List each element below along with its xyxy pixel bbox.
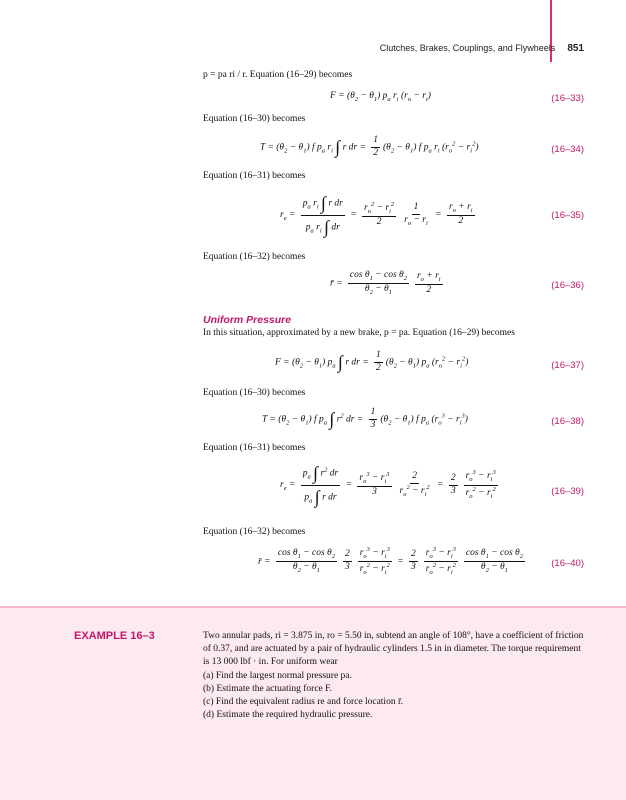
eq-number-16-40: (16–40)	[551, 558, 584, 569]
eq-number-16-37: (16–37)	[551, 360, 584, 371]
para-1: p = pa ri / r. Equation (16–29) becomes	[203, 70, 353, 80]
equation-16-37: $F = (\theta_2 - \theta_1)$ $p_a$ ∫ r dr = $\frac{1}{2}$ $(\theta_2 - \theta_1)$ $p_a$ $(r_o^2 - r_i^2)$	[275, 350, 469, 373]
eq-number-16-39: (16–39)	[551, 486, 584, 497]
example-item-c: (c) Find the equivalent radius re and force location r̄.	[203, 697, 403, 708]
equation-16-38: $T = (\theta_2 - \theta_1)$ f $p_a$ ∫ $r^2$ dr = $\frac{1}{3}$ $(\theta_2 - \theta_1)$ f $p_a$ $(r_o^3 - r_i^3)$	[262, 407, 468, 430]
para-3: Equation (16–31) becomes	[203, 171, 306, 181]
equation-16-36: r̄ = $\frac{\cos \theta_1 - \cos \theta_2}{\theta_2 - \theta_1}$ $\frac{r_o + r_i}{2}$	[330, 270, 441, 296]
section-heading: Uniform Pressure	[203, 314, 292, 326]
para-4: Equation (16–32) becomes	[203, 252, 306, 262]
running-header	[380, 43, 584, 54]
example-item-d: (d) Estimate the required hydraulic pressure.	[203, 710, 373, 721]
eq-number-16-36: (16–36)	[551, 280, 584, 291]
para-7: Equation (16–31) becomes	[203, 443, 306, 453]
example-intro: Two annular pads, ri = 3.875 in, ro = 5.50 in, subtend an angle of 108°, have a coefficient of friction of 0.37, and are actuated by a pair of hydraulic cylinders 1.5 in in diameter. The torque requirement is 13 000 lbf · in. For uniform wear	[203, 631, 584, 668]
equation-16-34: $T = (\theta_2 - \theta_1)$ f $p_a$ $r_i$ ∫ r dr = $\frac{1}{2}$ $(\theta_2 - \theta_1)$ f $p_a$ $r_i$ $(r_o^2 - r_i^2)$	[260, 135, 479, 158]
example-body	[203, 630, 586, 722]
example-item-a: (a) Find the largest normal pressure pa.	[203, 670, 352, 681]
example-label: EXAMPLE 16–3	[74, 630, 155, 642]
page-number: 851	[567, 43, 584, 54]
equation-16-33: $F = (\theta_2 - \theta_1)$ $p_a$ $r_i$ $(r_o - r_i)$	[330, 91, 431, 103]
running-title: Clutches, Brakes, Couplings, and Flywheels	[379, 43, 556, 53]
para-2: Equation (16–30) becomes	[203, 114, 306, 124]
equation-16-40: r̄ = $\frac{\cos \theta_1 - \cos \theta_2}{\theta_2 - \theta_1}$ $\frac{2}{3}$ $\frac{r_o^3 - r_i^3}{r_o^2 - r_i^2}$ = $\frac{2}{3}$ $\frac{r_o^3 - r_i^3}{r_o^2 - r_i^2}$ $\frac{\cos \theta_1 - \cos \theta_2}{\theta_2 - \theta_1}$	[258, 546, 523, 577]
eq-number-16-38: (16–38)	[551, 416, 584, 427]
equation-16-35: $r_e$ = $\frac{p_a r_i \int r dr}{p_a r_i \int dr}$ = $\frac{r_o^2 - r_i^2}{2}$ $\frac{1}{r_o - r_i}$ = $\frac{r_o + r_i}{2}$	[280, 193, 473, 237]
eq-number-16-35: (16–35)	[551, 210, 584, 221]
eq-number-16-33: (16–33)	[551, 93, 584, 104]
eq-number-16-34: (16–34)	[551, 144, 584, 155]
para-5: In this situation, approximated by a new brake, p = pa. Equation (16–29) becomes	[203, 328, 515, 338]
example-item-b: (b) Estimate the actuating force F.	[203, 683, 333, 694]
para-6: Equation (16–30) becomes	[203, 388, 306, 398]
equation-16-39: $r_e$ = $\frac{p_a \int r^2 dr}{p_a \int r dr}$ = $\frac{r_o^3 - r_i^3}{3}$ $\frac{2}{r_o^2 - r_i^2}$ = $\frac{2}{3}$ $\frac{r_o^3 - r_i^3}{r_o^2 - r_i^2}$	[280, 463, 496, 507]
para-8: Equation (16–32) becomes	[203, 527, 306, 537]
